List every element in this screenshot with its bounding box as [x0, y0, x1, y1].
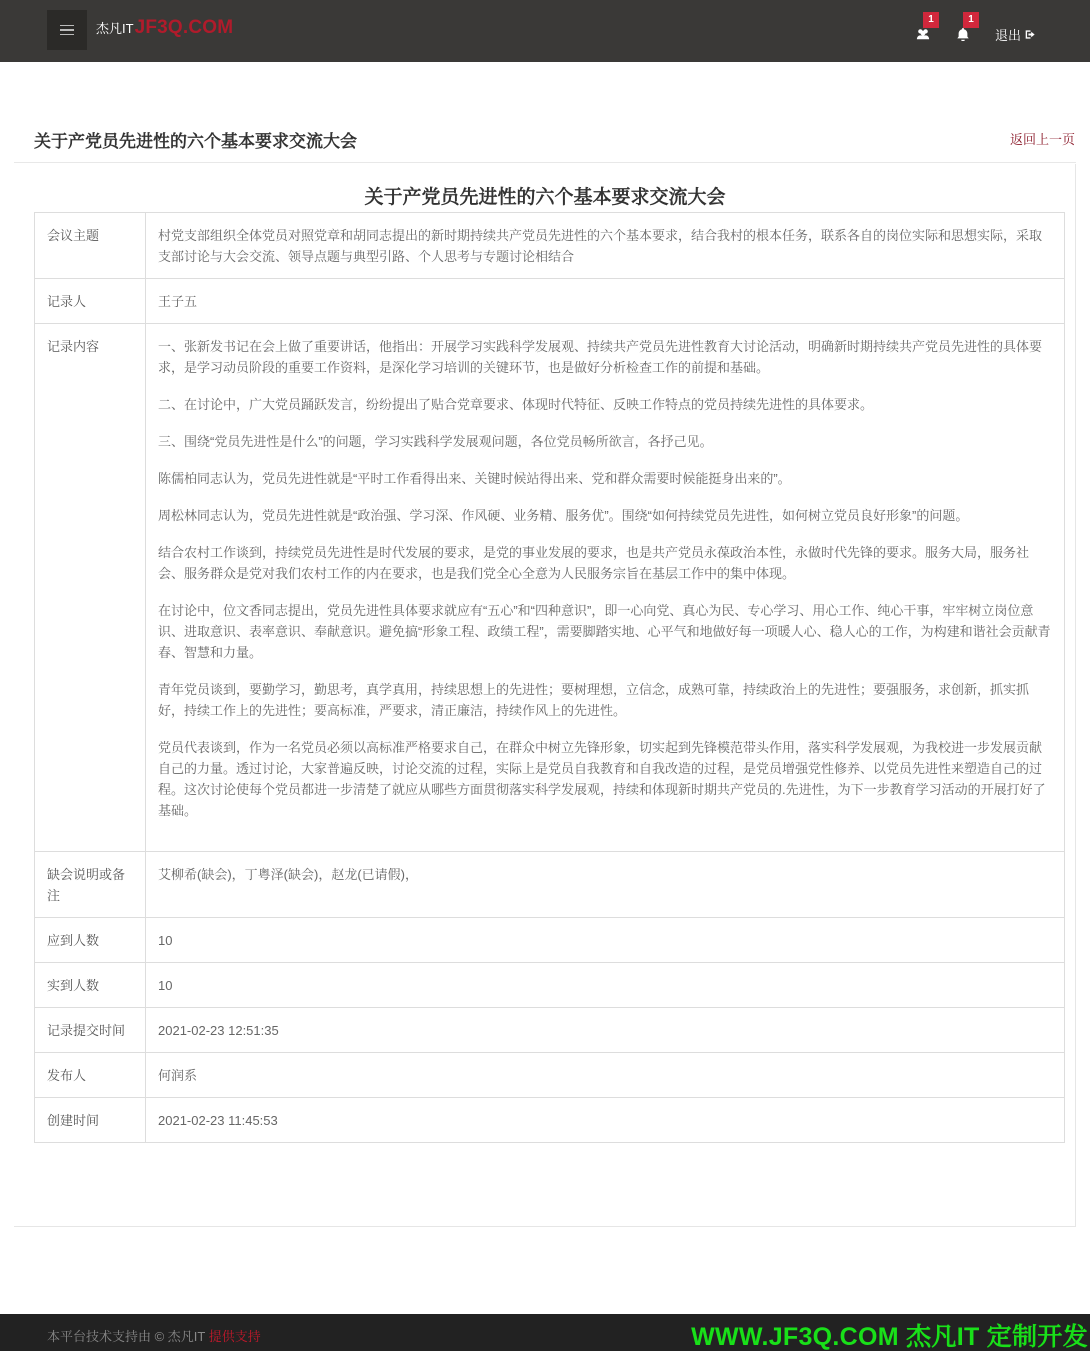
brand-logo[interactable]: [96, 17, 233, 41]
users-icon: [916, 27, 930, 41]
field-label-expected-count: 应到人数: [35, 918, 146, 963]
logout-button[interactable]: [995, 25, 1036, 44]
field-value-submit-time: 2021-02-23 12:51:35: [146, 1008, 1065, 1053]
record-title: 关于产党员先进性的六个基本要求交流大会: [364, 187, 726, 208]
footer-credit: [47, 1326, 261, 1345]
sidebar-toggle-button[interactable]: [47, 10, 87, 50]
content-paragraph: 陈儒柏同志认为，党员先进性就是“平时工作看得出来、关键时候站得出来、党和群众需要时候能挺身出来的”。: [158, 471, 791, 486]
content-paragraph: 三、围绕“党员先进性是什么”的问题，学习实践科学发展观问题，各位党员畅所欲言，各抒己见。: [158, 434, 713, 449]
sign-out-icon: [1025, 29, 1036, 40]
field-value-recorder: 王子五: [146, 279, 1065, 324]
content-paragraph: 结合农村工作谈到，持续党员先进性是时代发展的要求，是党的事业发展的要求，也是共产党员永葆政治本性，永做时代先锋的要求。服务大局，服务社会、服务群众是党对我们农村工作的内在要求，也是我们党全心全意为人民服务宗旨在基层工作中的集中体现。: [158, 545, 1030, 581]
messages-badge: 1: [923, 12, 939, 28]
field-label-recorder: 记录人: [35, 279, 146, 324]
page-footer: [0, 1314, 1090, 1351]
field-value-absence-notes: 艾柳希(缺会)，丁粤泽(缺会)，赵龙(已请假)，: [146, 852, 1065, 918]
logout-label: 退出: [994, 27, 1021, 43]
messages-button[interactable]: [903, 10, 943, 50]
table-row: [35, 324, 1065, 852]
field-value-actual-count: 10: [146, 963, 1065, 1008]
notifications-button[interactable]: [943, 10, 983, 50]
field-label-created-time: 创建时间: [35, 1098, 146, 1143]
table-row: [35, 1053, 1065, 1098]
field-value-content: [146, 324, 1065, 852]
table-row: [35, 279, 1065, 324]
field-label-topic: 会议主题: [35, 213, 146, 279]
page-title: 关于产党员先进性的六个基本要求交流大会: [34, 132, 357, 151]
navbar-actions: [903, 10, 1036, 50]
record-detail-table: [34, 212, 1065, 1143]
hamburger-icon: [60, 34, 74, 36]
field-label-publisher: 发布人: [35, 1053, 146, 1098]
notifications-badge: 1: [963, 12, 979, 28]
table-row: [35, 918, 1065, 963]
field-value-created-time: 2021-02-23 11:45:53: [146, 1098, 1065, 1143]
content-paragraph: 青年党员谈到，要勤学习，勤思考，真学真用，持续思想上的先进性；要树理想，立信念，成熟可靠，持续政治上的先进性；要强服务，求创新，抓实抓好，持续工作上的先进性；要高标准，严要求，清正廉洁，持续作风上的先进性。: [158, 682, 1030, 718]
content-paragraph: 一、张新发书记在会上做了重要讲话，他指出：开展学习实践科学发展观、持续共产党员先进性教育大讨论活动，明确新时期持续共产党员先进性的具体要求，是学习动员阶段的重要工作资料，是深化学习培训的关键环节，也是做好分析检查工作的前提和基础。: [158, 339, 1043, 375]
page-header: [14, 115, 1076, 163]
field-label-submit-time: 记录提交时间: [35, 1008, 146, 1053]
record-panel: [14, 164, 1076, 1227]
field-label-absence-notes: 缺会说明或备注: [35, 852, 146, 918]
brand-domain: JF3Q.COM: [134, 17, 234, 38]
brand-name: 杰凡IT: [96, 21, 134, 36]
content-paragraph: 周松林同志认为，党员先进性就是“政治强、学习深、作风硬、业务精、服务优”。围绕“如何持续党员先进性，如何树立党员良好形象”的问题。: [158, 508, 969, 523]
hamburger-icon: [60, 25, 74, 27]
content-paragraph: 在讨论中，位文香同志提出，党员先进性具体要求就应有“五心”和“四种意识”，即一心向党、真心为民、专心学习、用心工作、纯心干事，牢牢树立岗位意识、进取意识、表率意识、奉献意识。避免搞“形象工程、政绩工程”，需要脚踏实地、心平气和地做好每一项暖人心、稳人心的工作，为构建和谐社会贡献青春、智慧和力量。: [158, 603, 1051, 660]
top-navbar: [0, 0, 1090, 62]
content-paragraph: 二、在讨论中，广大党员踊跃发言，纷纷提出了贴合党章要求、体现时代特征、反映工作特点的党员持续先进性的具体要求。: [158, 397, 874, 412]
field-label-content: 记录内容: [35, 324, 146, 852]
back-button[interactable]: 返回上一页: [1009, 132, 1075, 147]
table-row: [35, 1098, 1065, 1143]
footer-support-link[interactable]: 提供支持: [208, 1329, 261, 1344]
hamburger-icon: [60, 29, 74, 31]
table-row: [35, 213, 1065, 279]
field-value-topic: 村党支部组织全体党员对照党章和胡同志提出的新时期持续共产党员先进性的六个基本要求，结合我村的根本任务，联系各自的岗位实际和思想实际，采取支部讨论与大会交流、领导点题与典型引路、个人思考与专题讨论相结合: [146, 213, 1065, 279]
field-label-actual-count: 实到人数: [35, 963, 146, 1008]
table-row: [35, 963, 1065, 1008]
content-paragraph: 党员代表谈到，作为一名党员必须以高标准严格要求自己，在群众中树立先锋形象，切实起到先锋模范带头作用，落实科学发展观，为我校进一步发展贡献自己的力量。透过讨论，大家普遍反映，讨论交流的过程，实际上是党员自我教育和自我改造的过程，是党员增强党性修养、以党员先进性来塑造自己的过程。这次讨论使每个党员都进一步清楚了就应从哪些方面贯彻落实科学发展观，持续和体现新时期共产党员的.先进性，为下一步教育学习活动的开展打好了基础。: [158, 740, 1046, 818]
table-row: [35, 1008, 1065, 1053]
footer-credit-text: 本平台技术支持由 © 杰凡IT: [47, 1329, 209, 1344]
field-value-publisher: 何润系: [146, 1053, 1065, 1098]
table-row: [35, 852, 1065, 918]
field-value-expected-count: 10: [146, 918, 1065, 963]
footer-watermark: WWW.JF3Q.COM 杰凡IT 定制开发: [691, 1323, 1088, 1351]
bell-icon: [956, 27, 970, 41]
